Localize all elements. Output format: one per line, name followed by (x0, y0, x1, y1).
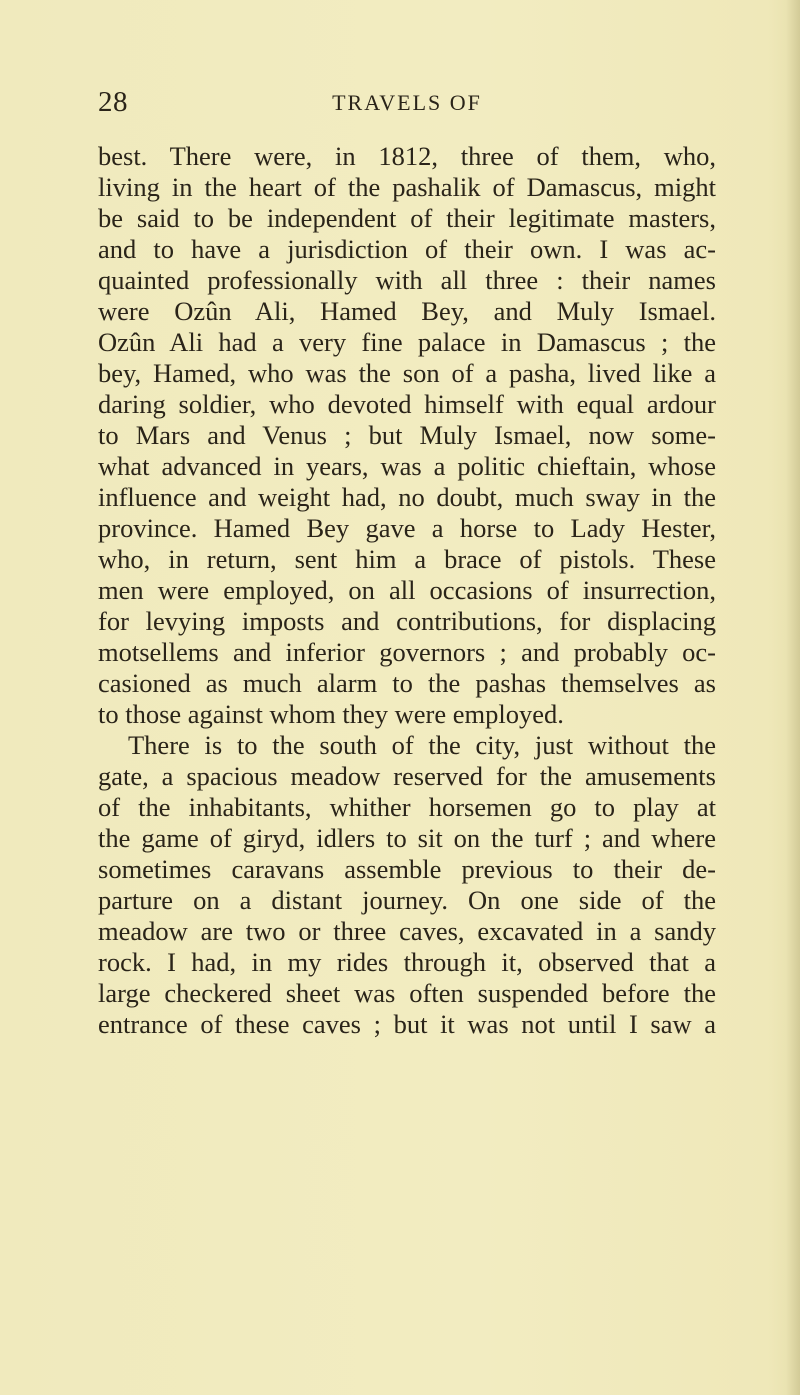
page-header (98, 86, 716, 126)
text-line: motsellems and inferior governors ; and probably oc- (98, 637, 716, 667)
page-number: 28 (98, 86, 128, 118)
text-line: casioned as much alarm to the pashas themselves as (98, 668, 716, 698)
text-line-paragraph-start: There is to the south of the city, just without the (128, 730, 716, 760)
text-line: best. There were, in 1812, three of them, who, (98, 141, 716, 171)
text-line-paragraph-end: to those against whom they were employed. (98, 699, 564, 729)
text-line: daring soldier, who devoted himself with equal ardour (98, 389, 716, 419)
running-title: TRAVELS OF (332, 90, 482, 115)
text-line: Ozûn Ali had a very fine palace in Damascus ; the (98, 327, 716, 357)
text-line: the game of giryd, idlers to sit on the turf ; and where (98, 823, 716, 853)
text-line: quainted professionally with all three : their names (98, 265, 716, 295)
text-line: meadow are two or three caves, excavated in a sandy (98, 916, 716, 946)
text-line: entrance of these caves ; but it was not until I saw a (98, 1009, 716, 1039)
text-line: large checkered sheet was often suspended before the (98, 978, 716, 1008)
text-line: influence and weight had, no doubt, much sway in the (98, 482, 716, 512)
text-line: who, in return, sent him a brace of pistols. These (98, 544, 716, 574)
text-line: living in the heart of the pashalik of Damascus, might (98, 172, 716, 202)
text-line: province. Hamed Bey gave a horse to Lady Hester, (98, 513, 716, 543)
text-line: men were employed, on all occasions of insurrection, (98, 575, 716, 605)
text-line: parture on a distant journey. On one side of the (98, 885, 716, 915)
body-text (98, 141, 716, 1040)
text-line: rock. I had, in my rides through it, observed that a (98, 947, 716, 977)
text-line: sometimes caravans assemble previous to their de- (98, 854, 716, 884)
page-edge-shadow (786, 0, 800, 1395)
text-line: what advanced in years, was a politic chieftain, whose (98, 451, 716, 481)
text-line: be said to be independent of their legitimate masters, (98, 203, 716, 233)
text-line: were Ozûn Ali, Hamed Bey, and Muly Ismael. (98, 296, 716, 326)
text-line: for levying imposts and contributions, for displacing (98, 606, 716, 636)
text-line: of the inhabitants, whither horsemen go to play at (98, 792, 716, 822)
text-line: gate, a spacious meadow reserved for the amusements (98, 761, 716, 791)
text-line: to Mars and Venus ; but Muly Ismael, now some- (98, 420, 716, 450)
text-line: and to have a jurisdiction of their own. I was ac- (98, 234, 716, 264)
text-line: bey, Hamed, who was the son of a pasha, lived like a (98, 358, 716, 388)
